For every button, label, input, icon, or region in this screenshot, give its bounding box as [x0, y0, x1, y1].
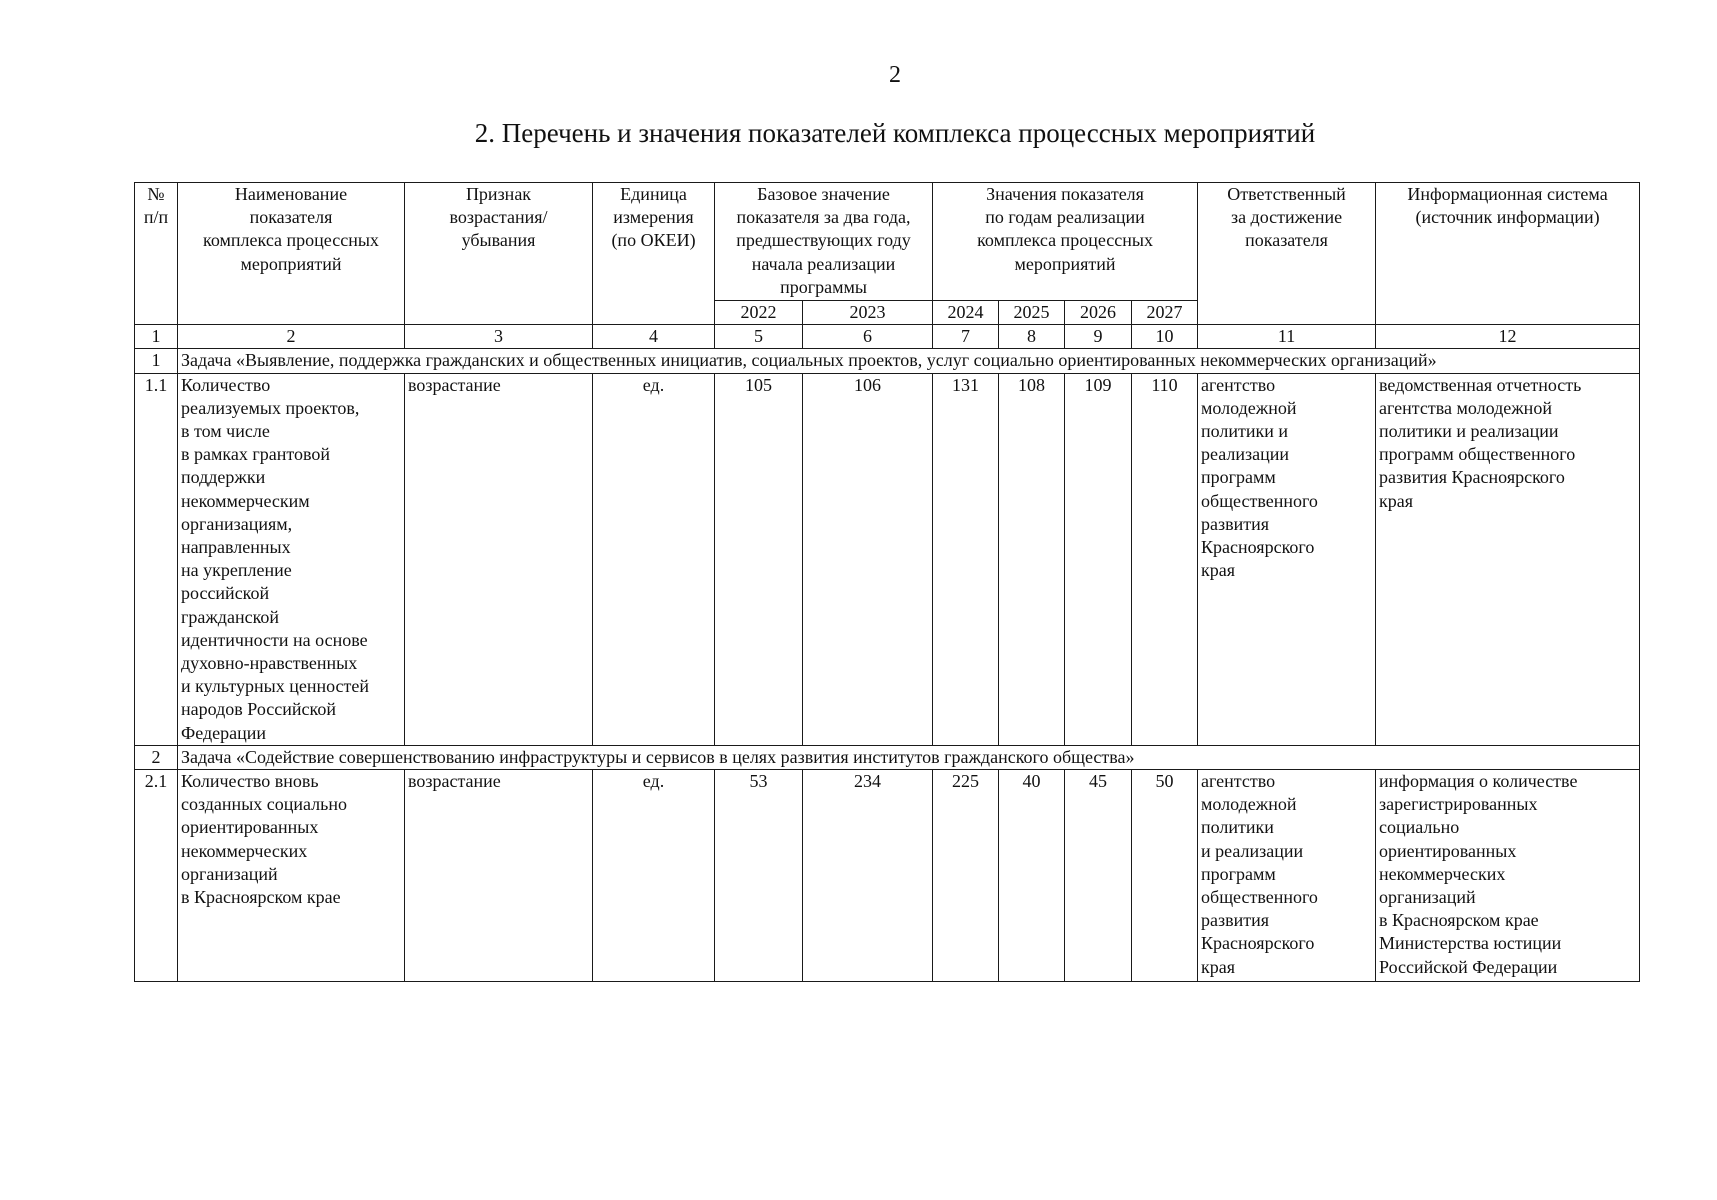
unit-cell: ед. [593, 770, 715, 982]
column-number: 9 [1065, 325, 1132, 349]
value-2027: 110 [1132, 373, 1198, 745]
row-number: 1.1 [135, 373, 178, 745]
column-number: 12 [1376, 325, 1640, 349]
base-value-2023: 106 [803, 373, 933, 745]
header-year: 2026 [1065, 301, 1132, 325]
header-year: 2025 [999, 301, 1065, 325]
column-number: 10 [1132, 325, 1198, 349]
task-row [135, 349, 1640, 373]
task-number: 2 [135, 745, 178, 769]
responsible-cell: агентство молодежной политики и реализации программ общественного развития Красноярского края [1198, 373, 1376, 745]
value-2027: 50 [1132, 770, 1198, 982]
responsible-cell: агентство молодежной политики и реализации программ общественного развития Красноярского края [1198, 770, 1376, 982]
value-2026: 45 [1065, 770, 1132, 982]
column-numbers-row [135, 325, 1640, 349]
header-base: Базовое значение показателя за два года, предшествующих году начала реализации программы [715, 183, 933, 301]
header-info: Информационная система (источник информации) [1376, 183, 1640, 325]
column-number: 1 [135, 325, 178, 349]
header-unit: Единица измерения (по ОКЕИ) [593, 183, 715, 325]
table-row [135, 770, 1640, 982]
value-2024: 131 [933, 373, 999, 745]
base-value-2023: 234 [803, 770, 933, 982]
column-number: 6 [803, 325, 933, 349]
info-source-cell: ведомственная отчетность агентства молодежной политики и реализации программ общественного развития Красноярского края [1376, 373, 1640, 745]
header-num: № п/п [135, 183, 178, 325]
header-year: 2027 [1132, 301, 1198, 325]
value-2024: 225 [933, 770, 999, 982]
table-row [135, 373, 1640, 745]
column-number: 3 [405, 325, 593, 349]
value-2025: 108 [999, 373, 1065, 745]
header-year: 2022 [715, 301, 803, 325]
header-values: Значения показателя по годам реализации комплекса процессных мероприятий [933, 183, 1198, 301]
indicator-name: Количество вновь созданных социально ориентированных некоммерческих организаций в Красноярском крае [178, 770, 405, 982]
unit-cell: ед. [593, 373, 715, 745]
column-number: 5 [715, 325, 803, 349]
trend-cell: возрастание [405, 770, 593, 982]
task-number: 1 [135, 349, 178, 373]
header-year: 2024 [933, 301, 999, 325]
column-number: 7 [933, 325, 999, 349]
header-name: Наименование показателя комплекса процессных мероприятий [178, 183, 405, 325]
column-number: 4 [593, 325, 715, 349]
header-responsible: Ответственный за достижение показателя [1198, 183, 1376, 325]
value-2025: 40 [999, 770, 1065, 982]
indicators-table [134, 182, 1640, 982]
column-number: 8 [999, 325, 1065, 349]
header-trend: Признак возрастания/ убывания [405, 183, 593, 325]
header-year: 2023 [803, 301, 933, 325]
info-source-cell: информация о количестве зарегистрированных социально ориентированных некоммерческих организаций в Красноярском крае Министерства юстиции Российской Федерации [1376, 770, 1640, 982]
task-row [135, 745, 1640, 769]
trend-cell: возрастание [405, 373, 593, 745]
value-2026: 109 [1065, 373, 1132, 745]
indicator-name: Количество реализуемых проектов, в том числе в рамках грантовой поддержки некоммерческим организациям, направленных на укрепление российской гражданской идентичности на основе духовно-нравственных и культурных ценностей народов Российской Федерации [178, 373, 405, 745]
column-number: 2 [178, 325, 405, 349]
row-number: 2.1 [135, 770, 178, 982]
base-value-2022: 105 [715, 373, 803, 745]
document-title: 2. Перечень и значения показателей комплекса процессных мероприятий [474, 118, 1316, 148]
column-number: 11 [1198, 325, 1376, 349]
task-title: Задача «Содействие совершенствованию инфраструктуры и сервисов в целях развития институтов гражданского общества» [178, 745, 1640, 769]
page-number: 2 [889, 62, 901, 88]
task-title: Задача «Выявление, поддержка гражданских и общественных инициатив, социальных проектов, услуг социально ориентированных некоммерческих организаций» [178, 349, 1640, 373]
base-value-2022: 53 [715, 770, 803, 982]
